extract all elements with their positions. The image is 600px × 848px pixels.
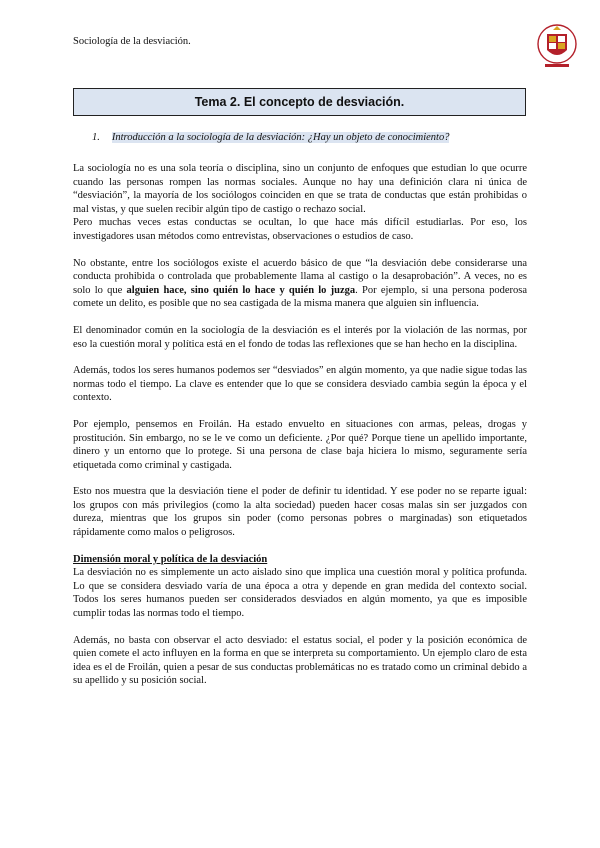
- paragraph-text: . Por ejemplo, si una persona poderosa comete un delito, es posible que no sea castigada de la misma manera que alguien sin influencia.: [73, 284, 527, 310]
- body-text: [73, 162, 527, 701]
- paragraph: Además, no basta con observar el acto desviado: el estatus social, el poder y la posición económica de quien comete el acto influyen en la forma en que se interpreta su comportamiento. Un ejemplo claro de esta idea es el de Froilán, quien a pesar de sus conductas problemáticas no es tratado como un criminal debido a su apellido y su posición social.: [73, 634, 527, 687]
- paragraph: [73, 257, 527, 311]
- university-crest-logo: [537, 22, 577, 72]
- paragraph: El denominador común en la sociología de la desviación es el interés por la violación de las normas, por eso la cuestión moral y política está en el fondo de todas las reflexiones que se han hecho en la disciplina.: [73, 324, 527, 350]
- section-heading: [92, 132, 449, 143]
- section-title: Introducción a la sociología de la desviación: ¿Hay un objeto de conocimiento?: [111, 132, 450, 143]
- paragraph-text: No obstante, entre los sociólogos existe el acuerdo básico de que “la desviación debe considerarse una conducta prohibida o controlada que probablemente llama al castigo o la desaprobación”. A veces, no es solo lo que: [73, 257, 527, 296]
- section-number: 1.: [92, 132, 100, 143]
- subheading: Dimensión moral y política de la desviación: [73, 553, 268, 565]
- topic-title-box: [73, 88, 526, 116]
- paragraph: Además, todos los seres humanos podemos ser “desviados” en algún momento, ya que nadie sigue todas las normas todo el tiempo. La clave es entender que lo que se considera desviado cambia según la época y el contexto.: [73, 365, 527, 404]
- paragraph: La sociología no es una sola teoría o disciplina, sino un conjunto de enfoques que estudian lo que ocurre cuando las personas rompen las normas sociales. Aunque no hay una definición clara ni única de “desviación”, la mayoría de los sociólogos coinciden en que se trata de conductas que están prohibidas o mal vistas, y que suelen recibir algún tipo de castigo o rechazo social.: [73, 163, 527, 215]
- bold-emphasis: alguien hace, sino quién lo hace y quién lo juzga: [126, 284, 356, 296]
- running-header: Sociología de la desviación.: [73, 36, 191, 47]
- paragraph: Por ejemplo, pensemos en Froilán. Ha estado envuelto en situaciones con armas, peleas, drogas y prostitución. Sin embargo, no se le ve como un deficiente. ¿Por qué? Porque tiene un apellido importante, dinero y un entorno que lo protege. Si una persona de clase baja hiciera lo mismo, seguramente sería etiquetada como criminal y castigada.: [73, 418, 527, 471]
- paragraph: Pero muchas veces estas conductas se ocultan, lo que hace más difícil estudiarlas. Por eso, los investigadores usan métodos como entrevistas, observaciones o estudios de caso.: [73, 217, 527, 242]
- paragraph: La desviación no es simplemente un acto aislado sino que implica una cuestión moral y política profunda. Lo que se considera desviado varía de una época a otra y depende en gran medida del contexto social. Todos los seres humanos pueden ser considerados desviados en algún momento, ya que es imposible cumplir todas las normas todo el tiempo.: [73, 567, 527, 620]
- paragraph: Esto nos muestra que la desviación tiene el poder de definir tu identidad. Y ese poder no se reparte igual: los grupos con más privilegios (como la alta sociedad) pueden hacer cosas malas sin ser juzgados con dureza, mientras que los grupos sin poder (como personas pobres o marginadas) son etiquetados rápidamente como malos o peligrosos.: [73, 486, 527, 539]
- topic-title: Tema 2. El concepto de desviación.: [194, 95, 405, 109]
